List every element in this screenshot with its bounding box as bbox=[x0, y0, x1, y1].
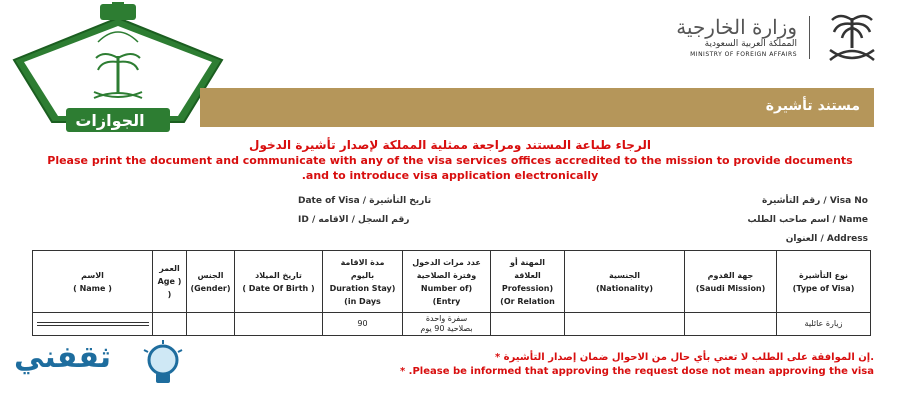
cell-nationality bbox=[565, 313, 685, 336]
ministry-name-ar: وزارة الخارجية bbox=[676, 14, 797, 39]
instruction-ar: الرجاء طباعة المستند ومراجعة ممثلية المملكة لإصدار تأشيرة الدخول bbox=[249, 138, 651, 152]
print-instruction bbox=[10, 138, 890, 183]
ministry-name-en: MINISTRY OF FOREIGN AFFAIRS bbox=[690, 50, 797, 58]
watermark-text: ثقفني bbox=[14, 340, 112, 375]
ministry-header bbox=[676, 8, 882, 66]
cell-gender bbox=[187, 313, 235, 336]
cell-mission bbox=[685, 313, 777, 336]
ministry-kingdom-ar: المملكة العربية السعودية bbox=[704, 38, 797, 49]
header-dob: تاريخ الميلاد ( Date Of Birth ) bbox=[235, 251, 323, 313]
instruction-en-line2: .and to introduce visa application electronically bbox=[301, 169, 599, 182]
header-duration: مدة الاقامة باليوم Duration Stay) (in Days bbox=[323, 251, 403, 313]
ministry-text-block bbox=[676, 16, 810, 59]
lightbulb-icon bbox=[140, 340, 186, 390]
instruction-en-line1: Please print the document and communicate with any of the visa services offices accredited to the mission to provide documents bbox=[47, 154, 853, 167]
header-age: العمر Age ) ) bbox=[153, 251, 187, 313]
table-row bbox=[33, 313, 871, 336]
disclaimer-ar: * إن الموافقة على الطلب لا تعني بأي حال من الاحوال ضمان إصدار التأشيرة. bbox=[494, 352, 874, 363]
applicant-name-label: اسم صاحب الطلب / Name bbox=[747, 215, 868, 225]
visa-date-label: Date of Visa / تاريخ التأشيرة bbox=[298, 196, 432, 206]
header-type: نوع التأشيرة (Type of Visa) bbox=[777, 251, 871, 313]
address-label: العنوان / Address bbox=[785, 234, 868, 244]
id-label: ID / رقم السجل / الاقامه bbox=[298, 215, 410, 225]
cell-type: زيارة عائلية bbox=[777, 313, 871, 336]
visa-number-label: رقم التأشيرة / Visa No bbox=[762, 196, 868, 206]
header-name: الاسم ( Name ) bbox=[33, 251, 153, 313]
document-title-bar bbox=[200, 88, 874, 127]
header-entries: عدد مرات الدخول وفترة الصلاحية Number of) (Entry bbox=[403, 251, 491, 313]
cell-dob bbox=[235, 313, 323, 336]
visa-details-table bbox=[32, 250, 871, 336]
cell-entries: سفرة واحدة بصلاحية 90 يوم bbox=[403, 313, 491, 336]
header-profession: المهنة أو العلاقة Profession) (Or Relation bbox=[491, 251, 565, 313]
cell-name bbox=[33, 313, 153, 336]
cell-duration: 90 bbox=[323, 313, 403, 336]
header-nationality: الجنسية (Nationality) bbox=[565, 251, 685, 313]
document-title: مستند تأشيرة bbox=[765, 98, 860, 114]
header-gender: الجنس (Gender) bbox=[187, 251, 235, 313]
table-header-row bbox=[33, 251, 871, 313]
passports-label: الجوازات bbox=[75, 111, 145, 130]
cell-age bbox=[153, 313, 187, 336]
header-mission: جهة القدوم (Saudi Mission) bbox=[685, 251, 777, 313]
cell-profession bbox=[491, 313, 565, 336]
disclaimer-en: * .Please be informed that approving the request dose not mean approving the visa bbox=[399, 366, 874, 377]
palm-swords-emblem-icon bbox=[822, 8, 882, 66]
